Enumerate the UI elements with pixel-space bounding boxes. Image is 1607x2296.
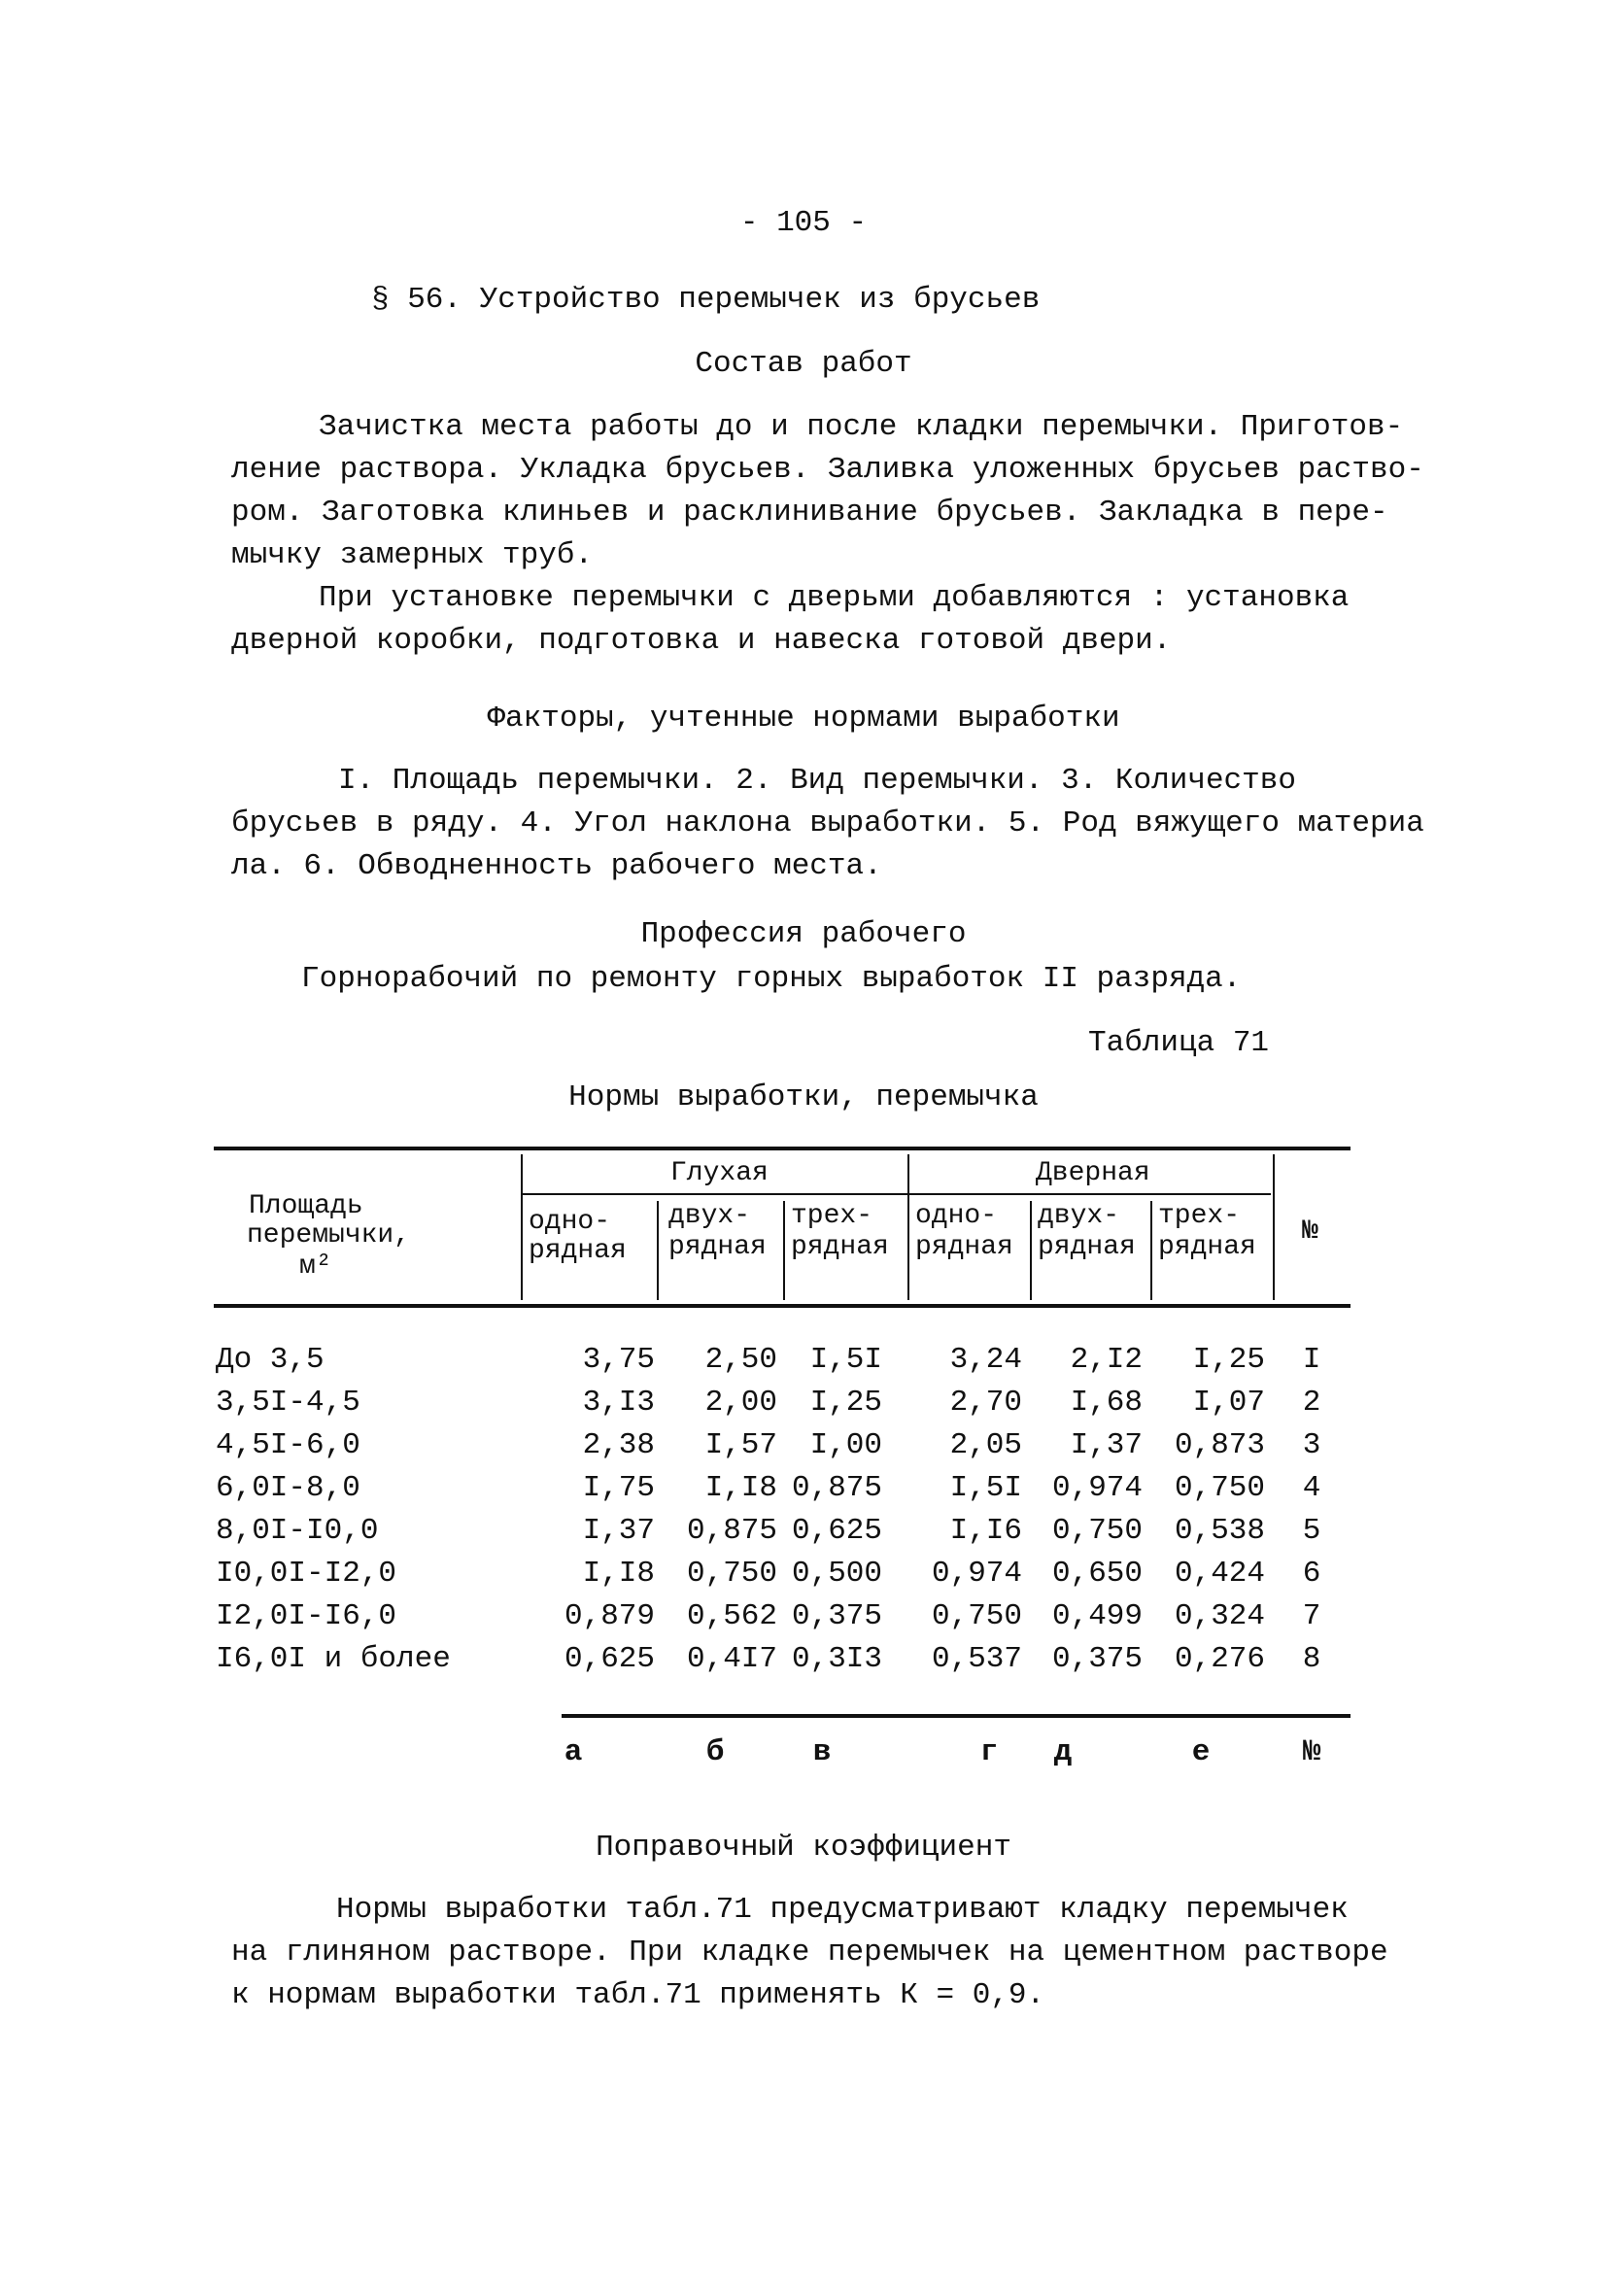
factors-line-2: брусьев в ряду. 4. Угол наклона выработки. 5. Род вяжущего материа <box>231 806 1424 840</box>
table-divider-area <box>521 1154 523 1300</box>
row-value-3: 2,05 <box>949 1428 1022 1462</box>
table-divider-groups <box>907 1154 909 1300</box>
row-value-0: 3,I3 <box>582 1386 655 1420</box>
row-value-5: 0,873 <box>1174 1428 1265 1462</box>
table-label: Таблица 71 <box>1088 1026 1270 1060</box>
row-value-4: 0,499 <box>1051 1599 1143 1633</box>
group-header-blind: Глухая <box>670 1158 769 1188</box>
correction-heading: Поправочный коэффициент <box>596 1831 1011 1865</box>
correction-line-1: Нормы выработки табл.71 предусматривают кладку перемычек <box>336 1893 1349 1927</box>
correction-line-3: к нормам выработки табл.71 применять К = 0,9. <box>231 1978 1045 2012</box>
area-header-line-2: перемычки, <box>247 1220 411 1251</box>
subheader-6-line-1: трех- <box>1158 1201 1241 1231</box>
table-divider-sub-1 <box>657 1201 659 1300</box>
row-area: 4,5I-6,0 <box>216 1428 360 1462</box>
area-header-line-3: м² <box>299 1251 332 1282</box>
row-number: 5 <box>1302 1514 1321 1548</box>
row-value-4: I,37 <box>1070 1428 1143 1462</box>
row-area: I2,0I-I6,0 <box>216 1599 397 1633</box>
table-divider-no <box>1273 1154 1275 1300</box>
row-value-5: 0,276 <box>1174 1642 1265 1676</box>
row-value-4: 0,750 <box>1051 1514 1143 1548</box>
row-value-3: 0,750 <box>931 1599 1022 1633</box>
group-header-door: Дверная <box>1036 1158 1150 1188</box>
table-bottom-rule <box>562 1714 1351 1718</box>
row-value-3: I,5I <box>949 1471 1022 1505</box>
row-value-0: I,75 <box>582 1471 655 1505</box>
work-composition-heading: Состав работ <box>695 347 912 381</box>
row-value-3: 0,537 <box>931 1642 1022 1676</box>
subheader-4-line-2: рядная <box>915 1232 1013 1262</box>
row-number: I <box>1302 1343 1321 1377</box>
row-value-5: 0,538 <box>1174 1514 1265 1548</box>
subheader-1-line-2: рядная <box>529 1236 627 1266</box>
table-title: Нормы выработки, перемычка <box>568 1080 1039 1114</box>
row-area: I0,0I-I2,0 <box>216 1557 397 1591</box>
table-divider-sub-5 <box>1150 1201 1152 1300</box>
row-value-3: I,I6 <box>949 1514 1022 1548</box>
column-key-1: б <box>705 1735 725 1769</box>
row-value-2: 0,375 <box>791 1599 882 1633</box>
row-value-0: 3,75 <box>582 1343 655 1377</box>
row-area: До 3,5 <box>216 1343 325 1377</box>
row-value-2: I,5I <box>809 1343 882 1377</box>
row-value-1: I,57 <box>704 1428 777 1462</box>
table-divider-sub-4 <box>1030 1201 1032 1300</box>
row-number: 3 <box>1302 1428 1321 1462</box>
table-divider-sub-2 <box>783 1201 785 1300</box>
row-value-0: 2,38 <box>582 1428 655 1462</box>
table-header-bottom-rule <box>214 1304 1351 1308</box>
subheader-3-line-2: рядная <box>791 1232 889 1262</box>
subheader-6-line-2: рядная <box>1158 1232 1256 1262</box>
door-note-line-2: дверной коробки, подготовка и навеска готовой двери. <box>231 624 1172 658</box>
row-value-2: I,25 <box>809 1386 882 1420</box>
correction-line-2: на глиняном растворе. При кладке перемычек на цементном растворе <box>231 1936 1388 1970</box>
row-area: 8,0I-I0,0 <box>216 1514 379 1548</box>
row-value-5: I,07 <box>1192 1386 1265 1420</box>
table-group-rule <box>523 1193 1271 1195</box>
section-title: § 56. Устройство перемычек из брусьев <box>371 283 1041 317</box>
row-value-1: 0,562 <box>686 1599 777 1633</box>
area-header-line-1: Площадь <box>249 1191 363 1221</box>
row-value-2: 0,500 <box>791 1557 882 1591</box>
row-value-0: 0,625 <box>564 1642 655 1676</box>
subheader-1-line-1: одно- <box>529 1207 611 1237</box>
page-number: - 105 - <box>739 206 868 240</box>
row-value-2: I,00 <box>809 1428 882 1462</box>
column-key-4: д <box>1053 1735 1073 1769</box>
row-value-1: I,I8 <box>704 1471 777 1505</box>
row-area: 6,0I-8,0 <box>216 1471 360 1505</box>
work-composition-line-1: Зачистка места работы до и после кладки перемычки. Приготов- <box>319 410 1404 444</box>
row-value-5: 0,324 <box>1174 1599 1265 1633</box>
column-key-2: в <box>812 1735 832 1769</box>
row-value-4: 2,I2 <box>1070 1343 1143 1377</box>
row-value-4: 0,650 <box>1051 1557 1143 1591</box>
work-composition-line-3: ром. Заготовка клиньев и расклинивание брусьев. Закладка в пере- <box>231 496 1388 530</box>
row-value-4: 0,375 <box>1051 1642 1143 1676</box>
row-value-2: 0,625 <box>791 1514 882 1548</box>
row-number: 6 <box>1302 1557 1321 1591</box>
subheader-2-line-2: рядная <box>668 1232 767 1262</box>
door-note-line-1: При установке перемычки с дверьми добавляются : установка <box>319 581 1350 615</box>
row-value-0: I,37 <box>582 1514 655 1548</box>
row-value-1: 0,750 <box>686 1557 777 1591</box>
column-key-6: № <box>1302 1735 1321 1769</box>
row-value-5: I,25 <box>1192 1343 1265 1377</box>
column-key-0: а <box>564 1735 583 1769</box>
row-value-5: 0,750 <box>1174 1471 1265 1505</box>
row-value-1: 0,875 <box>686 1514 777 1548</box>
subheader-5-line-1: двух- <box>1038 1201 1120 1231</box>
factors-line-1: I. Площадь перемычки. 2. Вид перемычки. 3. Количество <box>338 764 1296 798</box>
subheader-3-line-1: трех- <box>791 1201 873 1231</box>
no-header: № <box>1302 1217 1318 1247</box>
row-value-5: 0,424 <box>1174 1557 1265 1591</box>
row-value-0: 0,879 <box>564 1599 655 1633</box>
column-key-5: е <box>1191 1735 1211 1769</box>
row-area: 3,5I-4,5 <box>216 1386 360 1420</box>
row-value-3: 2,70 <box>949 1386 1022 1420</box>
column-key-3: г <box>979 1735 999 1769</box>
row-number: 8 <box>1302 1642 1321 1676</box>
row-value-1: 2,50 <box>704 1343 777 1377</box>
profession-heading: Профессия рабочего <box>640 917 967 951</box>
row-value-3: 3,24 <box>949 1343 1022 1377</box>
work-composition-line-2: ление раствора. Укладка брусьев. Заливка уложенных брусьев раство- <box>231 453 1424 487</box>
factors-line-3: ла. 6. Обводненность рабочего места. <box>231 849 882 883</box>
row-value-1: 2,00 <box>704 1386 777 1420</box>
subheader-2-line-1: двух- <box>668 1201 751 1231</box>
row-value-1: 0,4I7 <box>686 1642 777 1676</box>
row-value-2: 0,3I3 <box>791 1642 882 1676</box>
subheader-4-line-1: одно- <box>915 1201 998 1231</box>
row-value-3: 0,974 <box>931 1557 1022 1591</box>
row-number: 4 <box>1302 1471 1321 1505</box>
row-value-2: 0,875 <box>791 1471 882 1505</box>
row-value-0: I,I8 <box>582 1557 655 1591</box>
table-top-rule <box>214 1147 1351 1150</box>
profession-text: Горнорабочий по ремонту горных выработок II разряда. <box>301 962 1242 996</box>
row-value-4: I,68 <box>1070 1386 1143 1420</box>
factors-heading: Факторы, учтенные нормами выработки <box>487 702 1120 736</box>
work-composition-line-4: мычку замерных труб. <box>231 538 594 572</box>
row-number: 2 <box>1302 1386 1321 1420</box>
subheader-5-line-2: рядная <box>1038 1232 1136 1262</box>
row-number: 7 <box>1302 1599 1321 1633</box>
row-area: I6,0I и более <box>216 1642 451 1676</box>
row-value-4: 0,974 <box>1051 1471 1143 1505</box>
